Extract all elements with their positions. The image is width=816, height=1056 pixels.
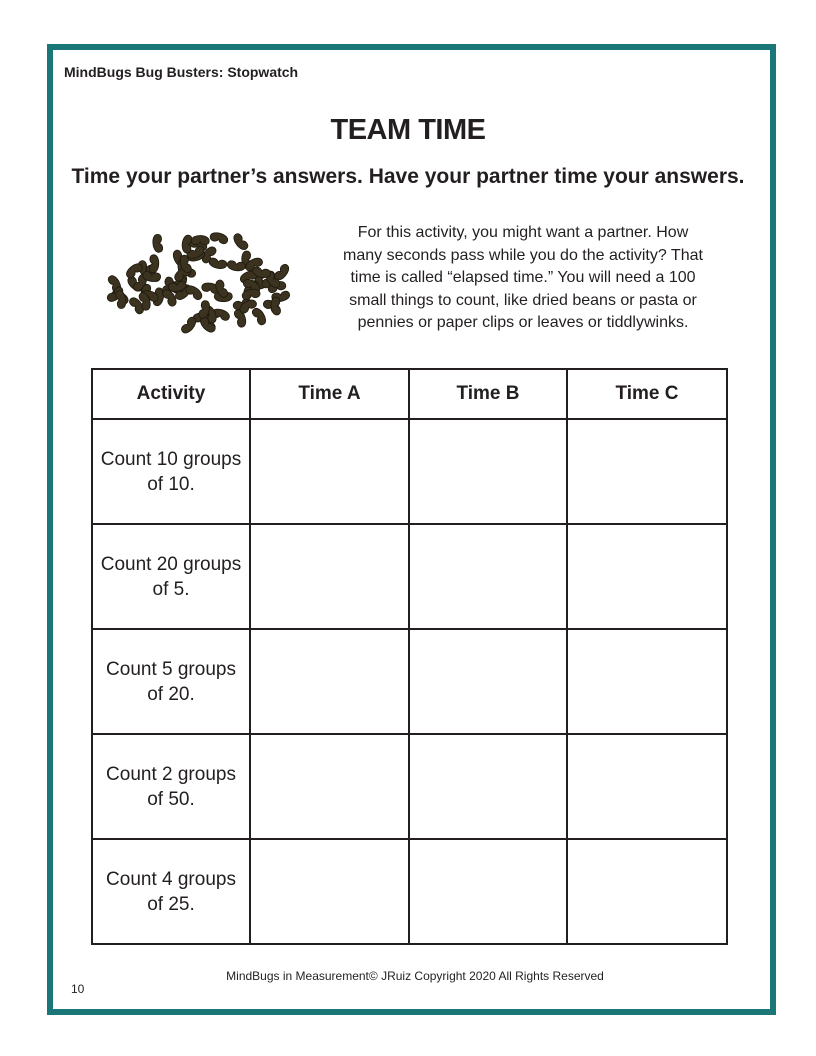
table-row	[92, 629, 727, 734]
table-header-row	[92, 369, 727, 419]
time-b-cell[interactable]	[409, 419, 567, 524]
intro-line: pennies or paper clips or leaves or tiddlywinks.	[357, 314, 689, 331]
activity-line: of 20.	[147, 683, 195, 705]
activity-line: of 5.	[152, 578, 190, 600]
time-c-cell[interactable]	[567, 734, 727, 839]
bean-shape	[270, 297, 280, 316]
activity-line: Count 5 groups	[106, 658, 236, 680]
time-a-cell[interactable]	[250, 734, 409, 839]
page-number: 10	[71, 982, 85, 996]
intro-line: many seconds pass while you do the activity? That	[343, 246, 703, 264]
intro-line: For this activity, you might want a partner. How	[357, 224, 689, 241]
time-c-cell[interactable]	[567, 839, 727, 944]
beans-illustration	[100, 218, 300, 348]
column-header-time-b: Time B	[409, 369, 567, 419]
activity-line: Count 4 groups	[106, 868, 236, 890]
bean-shape	[152, 234, 163, 253]
worksheet-series-label: MindBugs Bug Busters: Stopwatch	[64, 64, 299, 80]
time-b-cell[interactable]	[409, 524, 567, 629]
time-b-cell[interactable]	[409, 629, 567, 734]
bean-shape	[209, 231, 229, 245]
table-row	[92, 839, 727, 944]
time-b-cell[interactable]	[409, 734, 567, 839]
activity-cell	[92, 419, 250, 524]
time-c-cell[interactable]	[567, 524, 727, 629]
activity-cell	[92, 524, 250, 629]
intro-line: small things to count, like dried beans or pasta or	[349, 291, 697, 309]
bean-shape	[208, 257, 228, 270]
activity-line: of 25.	[147, 893, 195, 915]
table-row	[92, 734, 727, 839]
activity-line: Count 2 groups	[106, 763, 236, 785]
time-b-cell[interactable]	[409, 839, 567, 944]
activity-line: of 50.	[147, 788, 195, 810]
page-title: TEAM TIME	[330, 114, 486, 146]
column-header-activity: Activity	[92, 369, 250, 419]
intro-line: time is called “elapsed time.” You will need a 100	[350, 269, 696, 286]
time-a-cell[interactable]	[250, 629, 409, 734]
activity-line: of 10.	[147, 473, 195, 495]
timing-table	[91, 368, 728, 945]
table-row	[92, 524, 727, 629]
activity-line: Count 10 groups	[100, 448, 242, 470]
time-a-cell[interactable]	[250, 524, 409, 629]
column-header-time-a: Time A	[250, 369, 409, 419]
activity-cell	[92, 734, 250, 839]
time-a-cell[interactable]	[250, 839, 409, 944]
copyright-footer: MindBugs in Measurement© JRuiz Copyright 2020 All Rights Reserved	[226, 969, 604, 983]
bean-shape	[231, 232, 249, 252]
time-c-cell[interactable]	[567, 629, 727, 734]
page-subtitle: Time your partner’s answers. Have your partner time your answers.	[71, 165, 745, 188]
activity-cell	[92, 839, 250, 944]
time-c-cell[interactable]	[567, 419, 727, 524]
activity-cell	[92, 629, 250, 734]
intro-paragraph	[318, 222, 728, 335]
table-row	[92, 419, 727, 524]
bean-shape	[251, 306, 268, 326]
column-header-time-c: Time C	[567, 369, 727, 419]
bean-shape	[149, 255, 159, 273]
activity-line: Count 20 groups	[100, 553, 242, 575]
time-a-cell[interactable]	[250, 419, 409, 524]
